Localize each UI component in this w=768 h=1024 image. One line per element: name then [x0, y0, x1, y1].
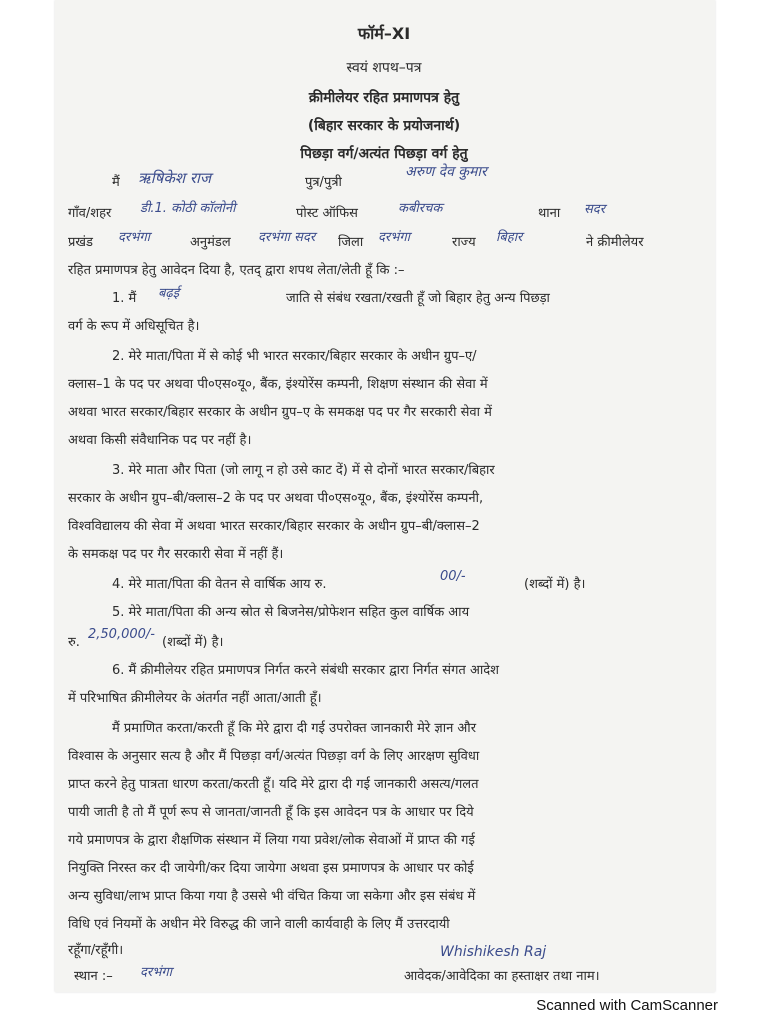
declaration-line2: विश्वास के अनुसार सत्य है और मैं पिछड़ा वर्ग/अत्यंत पिछड़ा वर्ग के लिए आरक्षण सुविधा: [68, 749, 480, 764]
field-post-office: कबीरचक: [398, 201, 443, 216]
field-village: डी.1. कोठी कॉलोनी: [140, 201, 236, 216]
point5-words: (शब्दों में) है।: [162, 635, 224, 650]
declaration-line5: गये प्रमाणपत्र के द्वारा शैक्षणिक संस्थान में लिया गया प्रवेश/लोक सेवाओं में प्राप्त की गई: [68, 833, 475, 848]
field-block: दरभंगा: [118, 230, 151, 245]
label-thana: थाना: [538, 206, 561, 221]
point2-line1: 2. मेरे माता/पिता में से कोई भी भारत सरकार/बिहार सरकार के अधीन ग्रुप–ए/: [112, 349, 477, 364]
point3-line4: के समकक्ष पद पर गैर सरकारी सेवा में नहीं हैं।: [68, 547, 284, 562]
point6-line2: में परिभाषित क्रीमीलेयर के अंतर्गत नहीं आता/आती हूँ।: [68, 691, 322, 706]
label-creamy-layer: ने क्रीमीलेयर: [586, 235, 644, 250]
declaration-line4: पायी जाती है तो मैं पूर्ण रूप से जानता/जानती हूँ कि इस आवेदन पत्र के आधार पर दिये: [68, 805, 474, 820]
field-name: ऋषिकेश राज: [138, 169, 211, 187]
label-state: राज्य: [452, 235, 476, 250]
declaration-line9: रहूँगा/रहूँगी।: [68, 943, 124, 958]
title-certificate: क्रीमीलेयर रहित प्रमाणपत्र हेतु: [308, 90, 460, 106]
title-category: पिछड़ा वर्ग/अत्यंत पिछड़ा वर्ग हेतु: [300, 146, 468, 162]
field-thana: सदर: [584, 202, 606, 217]
field-caste: बढ़ई: [158, 286, 180, 301]
field-father-name: अरुण देव कुमार: [405, 164, 487, 180]
label-post-office: पोस्ट ऑफिस: [296, 206, 358, 221]
title-purpose: (बिहार सरकार के प्रयोजनार्थ): [307, 118, 461, 134]
declaration-line7: अन्य सुविधा/लाभ प्राप्त किया गया है उससे भी वंचित किया जा सकेगा और इस संबंध में: [68, 889, 476, 904]
point4-words: (शब्दों में) है।: [524, 577, 586, 592]
point1-text-2: वर्ग के रूप में अधिसूचित है।: [68, 319, 200, 334]
point3-line2: सरकार के अधीन ग्रुप–बी/क्लास–2 के पद पर अथवा पी०एस०यू०, बैंक, इंश्योरेंस कम्पनी,: [68, 491, 484, 506]
oath-intro: रहित प्रमाणपत्र हेतु आवेदन दिया है, एतद् द्वारा शपथ लेता/लेती हूँ कि :–: [68, 263, 405, 278]
field-place: दरभंगा: [140, 965, 173, 980]
declaration-line1: मैं प्रमाणित करता/करती हूँ कि मेरे द्वारा दी गई उपरोक्त जानकारी मेरे ज्ञान और: [112, 721, 477, 736]
scanner-watermark: Scanned with CamScanner: [536, 997, 718, 1014]
label-block: प्रखंड: [68, 235, 93, 250]
label-son-daughter: पुत्र/पुत्री: [305, 175, 342, 190]
label-district: जिला: [338, 235, 364, 250]
field-total-income: 2,50,000/-: [88, 627, 155, 642]
field-state: बिहार: [496, 230, 523, 245]
point2-line3: अथवा भारत सरकार/बिहार सरकार के अधीन ग्रुप–ए के समकक्ष पद पर गैर सरकारी सेवा में: [68, 405, 492, 420]
point4-text: 4. मेरे माता/पिता की वेतन से वार्षिक आय रु.: [112, 577, 327, 592]
point3-line3: विश्वविद्यालय की सेवा में अथवा भारत सरकार/बिहार सरकार के अधीन ग्रुप–बी/क्लास–2: [68, 519, 480, 534]
applicant-signature: Whishikesh Raj: [440, 944, 547, 960]
form-number: फॉर्म–XI: [357, 24, 411, 43]
point2-line2: क्लास–1 के पद पर अथवा पी०एस०यू०, बैंक, इंश्योरेंस कम्पनी, शिक्षण संस्थान की सेवा में: [68, 377, 488, 392]
point5-rs: रु.: [68, 635, 80, 650]
title-affidavit: स्वयं शपथ–पत्र: [346, 60, 422, 76]
point2-line4: अथवा किसी संवैधानिक पद पर नहीं है।: [68, 433, 252, 448]
point3-line1: 3. मेरे माता और पिता (जो लागू न हो उसे काट दें) में से दोनों भारत सरकार/बिहार: [112, 463, 495, 478]
field-salary-income: 00/-: [440, 569, 466, 584]
point6-line1: 6. मैं क्रीमीलेयर रहित प्रमाणपत्र निर्गत करने संबंधी सरकार द्वारा निर्गत संगत आदेश: [112, 663, 499, 678]
label-village: गाँव/शहर: [68, 206, 112, 221]
point1-text: जाति से संबंध रखता/रखती हूँ जो बिहार हेतु अन्य पिछड़ा: [286, 291, 550, 306]
declaration-line6: नियुक्ति निरस्त कर दी जायेगी/कर दिया जायेगा अथवा इस प्रमाणपत्र के आधार पर कोई: [68, 861, 474, 876]
label-mai: मैं: [112, 175, 120, 190]
place-label: स्थान :–: [74, 969, 113, 984]
field-district: दरभंगा: [378, 230, 411, 245]
label-subdivision: अनुमंडल: [190, 235, 231, 250]
declaration-line8: विधि एवं नियमों के अधीन मेरे विरुद्ध की जाने वाली कार्यवाही के लिए मैं उत्तरदायी: [68, 917, 450, 932]
declaration-line3: प्राप्त करने हेतु पात्रता धारण करता/करती हूँ। यदि मेरे द्वारा दी गई जानकारी असत्य/गलत: [68, 777, 479, 792]
field-subdivision: दरभंगा सदर: [258, 230, 316, 245]
signature-caption: आवेदक/आवेदिका का हस्ताक्षर तथा नाम।: [404, 969, 600, 984]
point1-label: 1. मैं: [112, 291, 137, 306]
point5-line1: 5. मेरे माता/पिता की अन्य स्रोत से बिजनेस/प्रोफेशन सहित कुल वार्षिक आय: [112, 605, 470, 620]
